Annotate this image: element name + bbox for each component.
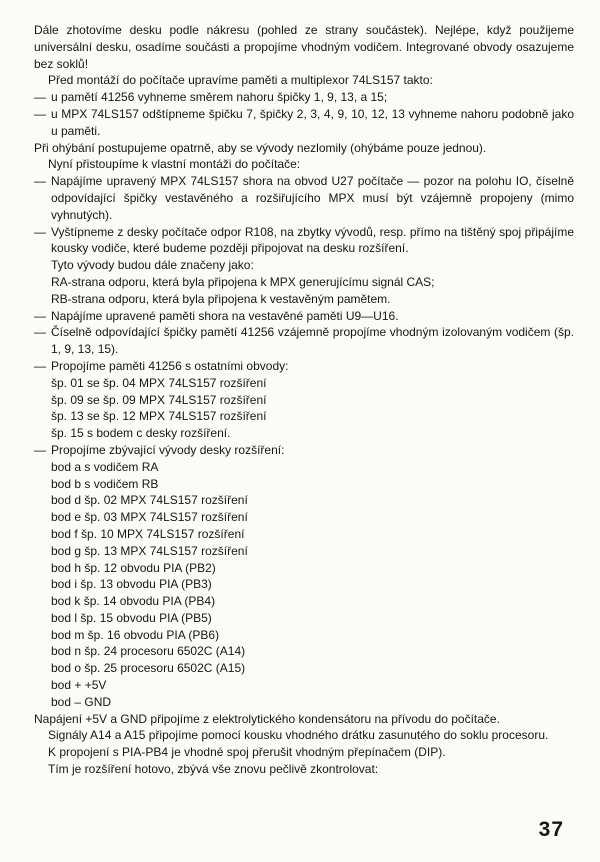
connection-line: bod n šp. 24 procesoru 6502C (A14) [51, 644, 246, 659]
list-item-text: Propojíme paměti 41256 s ostatními obvody: [51, 358, 289, 373]
paragraph-intro: Dále zhotovíme desku podle nákresu (pohled ze strany součástek). Nejlépe, když použijeme universální desku, osadíme součásti a propojíme vhodným vodičem. Integrované obvody osazujeme bez soklů! [34, 23, 574, 71]
dash-marker: — [34, 174, 46, 189]
connection-line: bod + +5V [51, 678, 107, 693]
list-item [34, 89, 574, 106]
paragraph-power: Napájení +5V a GND připojíme z elektrolytického kondensátoru na přívodu do počítače. [34, 711, 500, 726]
paragraph-signals: Signály A14 a A15 připojíme pomocí kousku vhodného drátku zasunutého do soklu procesoru. [48, 728, 549, 743]
list-item-text: Vyštípneme z desky počítače odpor R108, na zbytky vývodů, resp. přímo na tištěný spoj připájíme kousky vodiče, které budeme později připojovat na desku rozšíření. [51, 224, 574, 256]
sub-line: šp. 01 se šp. 04 MPX 74LS157 rozšíření [51, 375, 267, 390]
list-item-text: Napájíme upravené paměti shora na vestavěné paměti U9—U16. [51, 308, 399, 323]
connection-line: bod e šp. 03 MPX 74LS157 rozšíření [51, 510, 248, 525]
page-number: 37 [538, 818, 564, 841]
dash-marker: — [34, 224, 46, 239]
list-item [34, 106, 574, 140]
sub-line: RA-strana odporu, která byla připojena k MPX generujícímu signál CAS; [51, 274, 435, 289]
connection-line: bod a s vodičem RA [51, 459, 159, 474]
paragraph-mounting: Nyní přistoupíme k vlastní montáži do počítače: [48, 157, 301, 172]
paragraph-preparation: Před montáží do počítače upravíme paměti a multiplexor 74LS157 takto: [48, 73, 433, 88]
list-item [34, 173, 574, 223]
paragraph-final-check: Tím je rozšíření hotovo, zbývá vše znovu pečlivě zkontrolovat: [48, 762, 379, 777]
sub-line: šp. 13 se šp. 12 MPX 74LS157 rozšíření [51, 409, 267, 424]
list-item-text: Napájíme upravený MPX 74LS157 shora na obvod U27 počítače — pozor na polohu IO, číselně odpovídající špičky vestavěného a rozšiřujícího MPX musí být vzájemně propojeny (mimo vyhnutých). [51, 174, 574, 222]
dash-marker: — [34, 90, 46, 105]
connection-line: bod f šp. 10 MPX 74LS157 rozšíření [51, 526, 245, 541]
sub-line: šp. 09 se šp. 09 MPX 74LS157 rozšíření [51, 392, 267, 407]
connection-line: bod h šp. 12 obvodu PIA (PB2) [51, 560, 216, 575]
sub-line: šp. 15 s bodem c desky rozšíření. [51, 426, 231, 441]
list-item-text: u pamětí 41256 vyhneme směrem nahoru špičky 1, 9, 13, a 15; [51, 90, 388, 105]
list-item-text: Číselně odpovídající špičky pamětí 41256 vzájemně propojíme vhodným izolovaným vodičem (šp. 1, 9, 13, 15). [51, 325, 574, 357]
dash-marker: — [34, 325, 46, 340]
list-item-text: u MPX 74LS157 odštípneme špičku 7, špičky 2, 3, 4, 9, 10, 12, 13 vyhneme nahoru podobně jako u paměti. [51, 106, 574, 138]
connection-line: bod d šp. 02 MPX 74LS157 rozšíření [51, 493, 248, 508]
dash-marker: — [34, 308, 46, 323]
connection-line: bod – GND [51, 694, 112, 709]
sub-line: Tyto vývody budou dále značeny jako: [51, 258, 254, 273]
connection-line: bod g šp. 13 MPX 74LS157 rozšíření [51, 543, 248, 558]
paragraph-dip-switch: K propojení s PIA-PB4 je vhodné spoj přerušit vhodným přepínačem (DIP). [48, 745, 446, 760]
list-item-text: Propojíme zbývající vývody desky rozšíření: [51, 442, 285, 457]
connection-line: bod m šp. 16 obvodu PIA (PB6) [51, 627, 220, 642]
connection-line: bod o šp. 25 procesoru 6502C (A15) [51, 661, 246, 676]
list-item [34, 358, 574, 375]
list-item [34, 224, 574, 258]
list-item [34, 324, 574, 358]
connection-line: bod i šp. 13 obvodu PIA (PB3) [51, 577, 212, 592]
connection-line: bod k šp. 14 obvodu PIA (PB4) [51, 594, 216, 609]
paragraph-bending: Při ohýbání postupujeme opatrně, aby se vývody nezlomily (ohýbáme pouze jednou). [34, 140, 487, 155]
connection-line: bod l šp. 15 obvodu PIA (PB5) [51, 610, 212, 625]
list-item [34, 308, 574, 325]
connection-line: bod b s vodičem RB [51, 476, 159, 491]
dash-marker: — [34, 106, 46, 121]
list-item [34, 442, 574, 459]
dash-marker: — [34, 442, 46, 457]
sub-line: RB-strana odporu, která byla připojena k vestavěným pamětem. [51, 291, 391, 306]
body-text [34, 22, 574, 778]
dash-marker: — [34, 358, 46, 373]
